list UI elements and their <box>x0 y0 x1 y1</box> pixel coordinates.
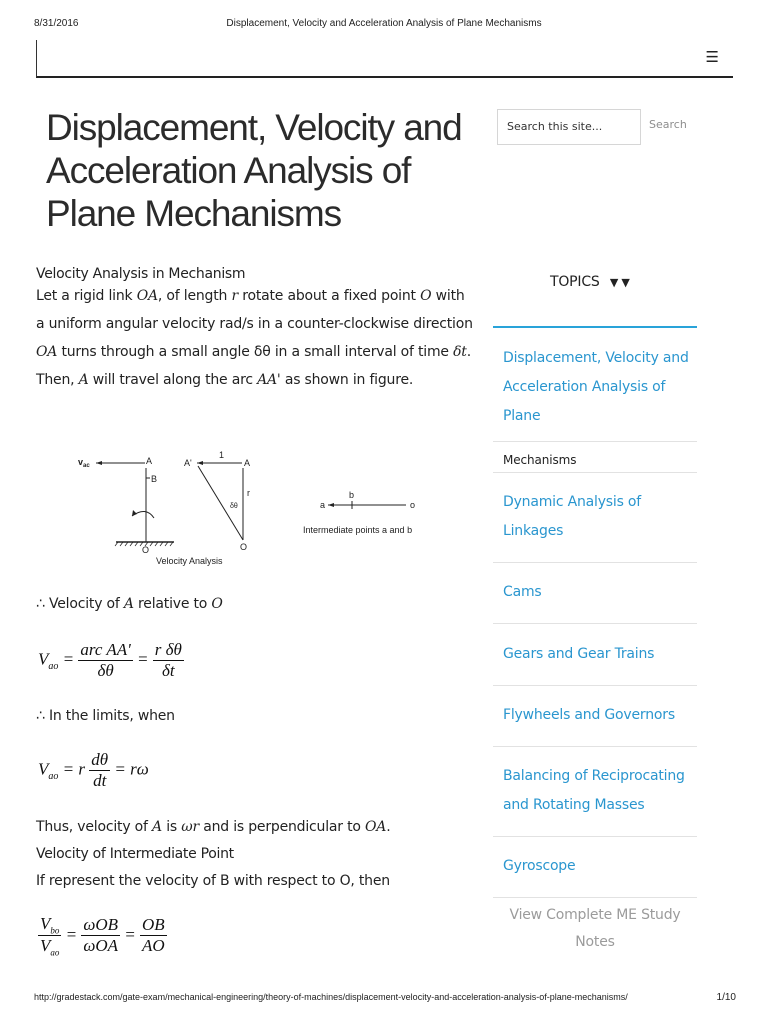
search-input[interactable]: Search this site... <box>497 109 641 145</box>
label-a: a <box>320 500 326 510</box>
label-r: r <box>247 488 250 498</box>
sidebar-item-balancing[interactable]: Balancing of Reciprocating and Rotating Masses <box>493 747 697 837</box>
caption-intermediate-points: Intermediate points a and b <box>303 525 413 535</box>
paragraph-velocity-relative: ∴ Velocity of A relative to O <box>36 596 223 612</box>
sidebar-item-displacement[interactable]: Displacement, Velocity and Acceleration Analysis of Plane <box>493 328 697 442</box>
sidebar-item-cams[interactable]: Cams <box>493 563 697 624</box>
hamburger-menu-icon[interactable]: ☰ <box>705 48 719 66</box>
print-date: 8/31/2016 <box>34 18 79 29</box>
paragraph-thus-velocity: Thus, velocity of A is ωr and is perpendicular to OA. <box>36 819 391 835</box>
print-header <box>0 16 768 32</box>
label-vac: $v_{ac}$ <box>78 457 90 469</box>
equation-intermediate-ratio: $\frac{V_{bo}}{V_{ao}}$ = $\frac{\text{ωOB}}{\text{ωOA}}$ = $\frac{OB}{AO}$ <box>40 914 165 958</box>
print-url: http://gradestack.com/gate-exam/mechanical-engineering/theory-of-machines/displacement-velocity-and-acceleration-analysis-of-plane-mechanisms/ <box>34 992 628 1002</box>
sidebar-item-dynamic-analysis[interactable]: Dynamic Analysis of Linkages <box>493 473 697 563</box>
view-complete-notes-link[interactable]: View Complete ME Study Notes <box>509 907 681 950</box>
search-button[interactable]: Search <box>649 118 687 131</box>
section-heading-velocity-analysis: Velocity Analysis in Mechanism <box>36 266 246 282</box>
sidebar-item-mechanisms: Mechanisms <box>493 442 697 473</box>
label-O-2: O <box>240 542 248 552</box>
sidebar-item-gyroscope[interactable]: Gyroscope <box>493 837 697 898</box>
equation-velocity-limit: $V_{ao} = r$ $\frac{d\theta}{dt}$ = rω <box>38 750 149 790</box>
velocity-analysis-figure <box>70 446 460 571</box>
page-title: Displacement, Velocity and Acceleration Analysis of Plane Mechanisms <box>46 107 462 234</box>
caption-velocity-analysis: Velocity Analysis <box>156 556 223 566</box>
equation-velocity-arc: $V_{ao}$ = $\frac{\text{arc AA'}}{\delta\theta}$ = $\frac{\text{r δθ}}{\delta t}$ <box>38 640 182 680</box>
label-dtheta: δθ <box>230 503 238 510</box>
label-A-2: A <box>244 458 251 468</box>
section-heading-intermediate-point: Velocity of Intermediate Point <box>36 846 234 862</box>
paragraph-intermediate: If represent the velocity of B with respect to O, then <box>36 873 390 889</box>
label-B: B <box>151 474 158 484</box>
topics-list <box>493 328 697 898</box>
topics-label: TOPICS <box>550 274 600 290</box>
paragraph-rigid-link: Let a rigid link OA, of length r rotate about a fixed point O with a uniform angular velocity rad/s in a counter-clockwise direction OA turns through a small angle δθ in a small interval of time δt. Then, A will travel along the arc AA' as shown in figure. <box>36 288 473 388</box>
label-b: b <box>349 490 355 500</box>
label-o: o <box>410 500 416 510</box>
chevron-down-icon: ▼ ▼ <box>609 276 630 289</box>
label-A-prime: A' <box>184 458 192 468</box>
label-1: 1 <box>219 450 225 460</box>
print-page-number: 1/10 <box>716 992 736 1003</box>
article-body <box>36 266 476 394</box>
paragraph-in-limits: ∴ In the limits, when <box>36 708 175 724</box>
label-A: A <box>146 456 153 466</box>
top-navbar <box>36 40 733 78</box>
sidebar-item-gears[interactable]: Gears and Gear Trains <box>493 624 697 686</box>
sidebar-item-flywheels[interactable]: Flywheels and Governors <box>493 686 697 747</box>
print-title: Displacement, Velocity and Acceleration Analysis of Plane Mechanisms <box>226 18 542 29</box>
topics-dropdown[interactable] <box>550 274 630 290</box>
label-O: O <box>142 545 150 555</box>
